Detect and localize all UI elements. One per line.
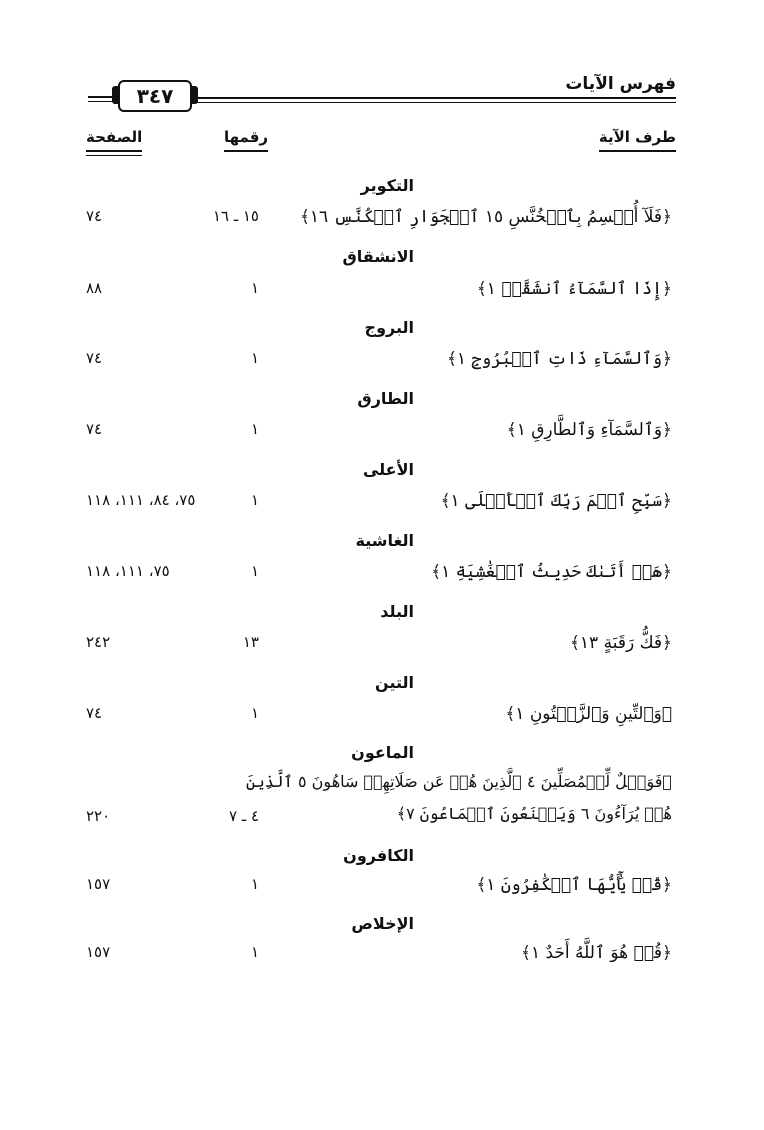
page-references: ٧٥، ٨٤، ١١١، ١١٨ (86, 491, 196, 509)
column-header-underline (224, 150, 268, 152)
surah-title: الماعون (351, 743, 414, 762)
ayah-number: ١ (250, 491, 259, 509)
verse-text: ﴿فَلَآ أُقۡسِمُ بِٱلۡخُنَّسِ ١٥ ٱلۡجَوَارِ ٱلۡكُنَّسِ ١٦﴾ (299, 207, 672, 227)
verse-text: ﴿وَٱلسَّمَآءِ ذَاتِ ٱلۡبُرُوجِ ١﴾ (446, 349, 672, 369)
column-header-underline (599, 150, 676, 152)
ayah-number: ١ (250, 562, 259, 580)
header-rule-bottom (190, 102, 676, 103)
page-references: ٧٤ (86, 704, 103, 722)
surah-title: الغاشية (355, 531, 414, 550)
surah-title: التين (375, 673, 414, 692)
verse-text: ﴿وَٱلسَّمَآءِ وَٱلطَّارِقِ ١﴾ (506, 420, 672, 440)
surah-title: الكافرون (343, 846, 414, 865)
ayah-number: ١٥ ـ ١٦ (212, 207, 259, 225)
ayah-number: ١ (250, 349, 259, 367)
page-references: ٧٤ (86, 349, 103, 367)
page-references: ٧٤ (86, 420, 103, 438)
surah-title: الإخلاص (351, 914, 414, 933)
verse-text: ﴿قُلۡ هُوَ ٱللَّهُ أَحَدٌ ١﴾ (520, 943, 672, 963)
ayah-number: ١ (250, 420, 259, 438)
surah-title: الأعلى (362, 460, 414, 479)
page-references: ٧٥، ١١١، ١١٨ (86, 562, 170, 580)
verse-text: ﴿فَوَيۡلٌ لِّلۡمُصَلِّينَ ٤ ٱلَّذِينَ هُمۡ عَن صَلَاتِهِمۡ سَاهُونَ ٥ ٱلَّذِينَ (246, 772, 672, 791)
page-number-frame (118, 80, 192, 112)
page-references: ٨٨ (86, 279, 103, 297)
ayah-number: ٤ ـ ٧ (228, 807, 259, 825)
column-header-number (224, 128, 268, 146)
column-header-verse (599, 128, 676, 146)
verse-text-continued: هُمۡ يُرَآءُونَ ٦ وَيَمۡنَعُونَ ٱلۡمَاعُونَ ٧﴾ (396, 804, 672, 823)
page-references: ١٥٧ (86, 943, 111, 961)
verse-text: ﴿سَبِّحِ ٱسۡمَ رَبِّكَ ٱلۡأَعۡلَى ١﴾ (440, 491, 672, 511)
column-header-page (86, 128, 142, 146)
ayah-number: ١٣ (242, 633, 259, 651)
column-header-underline (86, 150, 142, 152)
page-references: ٢٢٠ (86, 807, 111, 825)
page-references: ٢٤٢ (86, 633, 111, 651)
ayah-number: ١ (250, 704, 259, 722)
surah-title: البروج (364, 318, 414, 337)
verse-text: ﴿إِذَا ٱلسَّمَآءُ ٱنشَقَّتۡ ١﴾ (476, 279, 672, 299)
column-header-verse-label: طرف الآية (598, 128, 676, 146)
verse-text: ﴿هَلۡ أَتَىٰكَ حَدِيثُ ٱلۡغَٰشِيَةِ ١﴾ (431, 562, 672, 582)
verse-text: ﴿وَٱلتِّينِ وَٱلزَّيۡتُونِ ١﴾ (505, 704, 672, 724)
page-references: ٧٤ (86, 207, 103, 225)
verse-text: ﴿فَكُّ رَقَبَةٍ ١٣﴾ (569, 633, 672, 653)
surah-title: الطارق (357, 389, 414, 408)
ayah-number: ١ (250, 875, 259, 893)
page-number: ٣٤٧ (136, 84, 174, 108)
surah-title: الانشقاق (342, 247, 414, 266)
ayah-number: ١ (250, 943, 259, 961)
surah-title: البلد (380, 602, 414, 621)
surah-title: التكوير (360, 176, 414, 195)
column-header-page-label: الصفحة (86, 128, 143, 146)
verse-text: ﴿قُلۡ يَٰٓأَيُّهَا ٱلۡكَٰفِرُونَ ١﴾ (476, 875, 672, 895)
page-references: ١٥٧ (86, 875, 111, 893)
column-header-underline-double (86, 155, 142, 156)
header-rule-top (190, 97, 676, 99)
ayah-number: ١ (250, 279, 259, 297)
column-header-number-label: رقمها (224, 128, 269, 146)
running-header-title: فهرس الآيات (565, 74, 676, 94)
